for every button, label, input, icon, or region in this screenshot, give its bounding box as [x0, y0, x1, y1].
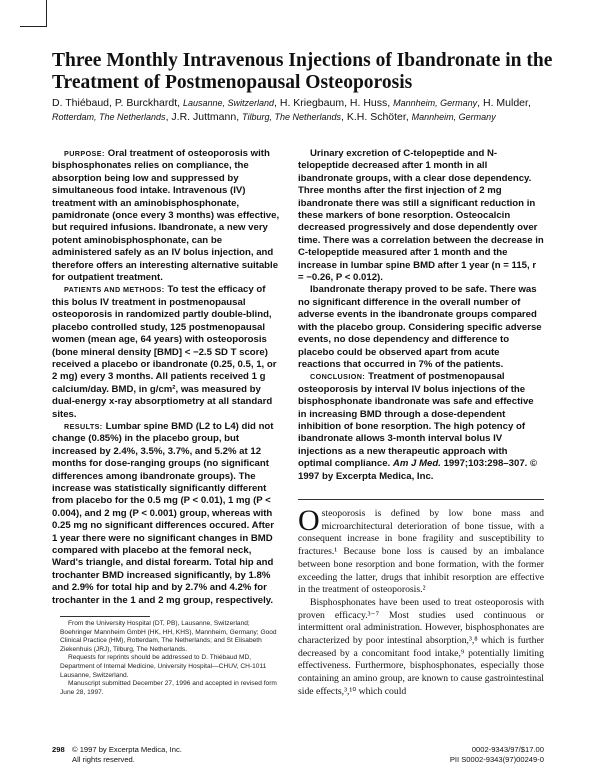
conclusion-label: CONCLUSION:	[310, 372, 366, 382]
body-paragraph: Bisphosphonates have been used to treat osteoporosis with proven efficacy.³⁻⁷ Most studies used continuous or intermittent oral administration. However, bisphosphonates are characterized by poor intestinal absorption,³,⁸ which is further decreased by a concomitant food intake,⁹ potentially limiting effectiveness. Furthermore, bisphosphonates, especially those containing an amino group, are known to cause gastrointestinal side effects,³,¹⁰ which could	[298, 596, 544, 697]
purpose-text: Oral treatment of osteoporosis with bisphosphonates relies on compliance, the absorption being low and suppressed by simultaneous food intake. Intravenous (IV) treatment with an aminobisphosphonate, pamidronate (once every 3 months) was effective, but required infusions. Ibandronate, a new very potent aminobisphosphonate, can be administered safely as an IV bolus injection, and therefore offers an interesting alternative suitable for outpatient treatment.	[52, 148, 280, 284]
article-title: Three Monthly Intravenous Injections of Ibandronate in the Treatment of Postmenopausal Osteoporosis	[52, 50, 553, 93]
body-paragraph-text: steoporosis is defined by low bone mass and microarchitectural deterioration of bone tissue, with a consequent increase in bone fragility and susceptibility to fractures.¹ Because bone loss is caused by an imbalance between bone resorption and bone formation, with the former exceeding the latter, drugs that inhibit resorption are effective in the treatment of osteoporosis.²	[298, 508, 544, 596]
author-affiliation: Mannheim, Germany	[411, 112, 496, 122]
citation-journal: Am J Med.	[392, 458, 441, 470]
footer-right	[400, 745, 544, 764]
conclusion-text: Treatment of postmenopausal osteoporosis by interval IV bolus injections of the bisphosphonate ibandronate was safe and effective in increasing BMD through a dose-dependent inhibition of bone resorption. The high potency of ibandronate allows 3-month interval bolus IV injections as a new therapeutic approach with optimal compliance.	[298, 371, 534, 470]
author-name: H. Huss	[349, 97, 388, 109]
drop-cap: O	[298, 504, 320, 537]
body-paragraph	[298, 504, 544, 597]
methods-text: To test the efficacy of this bolus IV treatment in postmenopausal osteoporosis in randomized partly double-blind, placebo controlled study, 125 postmenopausal women (mean age, 64 years) with osteoporosis (bone mineral density [BMD] < −2.5 SD T score) received a placebo or ibandronate (0.25, 0.5, 1, or 2 mg) every 3 months. All patients received 1 g calcium/day. BMD, in g/cm², was measured by dual-energy x-ray absorptiometry at all standard sites.	[52, 284, 277, 420]
methods-label: PATIENTS AND METHODS:	[64, 285, 165, 295]
results-text: Lumbar spine BMD (L2 to L4) did not change (0.85%) in the placebo group, but increased by 2.4%, 3.5%, 3.7%, and 5.2% at 12 months for dose-ranging groups (no significant differences among ibandronate groups). The increase was statistically significantly different from placebo for the 0.5 mg (P < 0.01), 1 mg (P < 0.004), and 2 mg (P < 0.001) group, whereas with 0.25 mg no significant differences occured. After 1 year there were no significant changes in BMD compared with placebo at the femoral neck, Ward's triangle, and distal forearm. Total hip and trochanter BMD increased significantly, by 1.8% and 2.9% for total hip and by 2.7% and 4.2% for trochanter in the 1 and 2 mg group, respectively.	[52, 420, 274, 606]
abstract-results	[52, 421, 280, 607]
author-name: K.H. Schöter	[346, 111, 406, 123]
crop-mark	[20, 0, 47, 27]
purpose-label: PURPOSE:	[64, 149, 105, 158]
author-name: P. Burckhardt	[114, 97, 178, 109]
citation-details: 1997;103:298–307. © 1997 by Excerpta Medica, Inc.	[298, 458, 538, 482]
author-name: J.R. Juttmann	[171, 111, 237, 123]
author-affiliation: Rotterdam, The Netherlands	[52, 112, 166, 122]
abstract-divider	[298, 499, 544, 500]
results-label: RESULTS:	[64, 421, 103, 431]
footer-rights: All rights reserved.	[72, 754, 135, 764]
footer-pii: PII S0002-9343(97)00249-0	[449, 754, 544, 764]
results-continued: Urinary excretion of C-telopeptide and N-telopeptide decreased after 1 month in all ibandronate groups, with a clear dose dependency. Three months after the first injection of 2 mg ibandronate there was still a significant reduction in these markers of bone resorption. Osteocalcin decreased progressively and dose dependently over time. There was a correlation between the decrease in C-telopeptide measured after 1 month and the increase in lumbar spine BMD after 1 year (n = 115, r = −0.26, P < 0.012).	[298, 148, 544, 284]
abstract-methods	[52, 284, 280, 420]
abstract-left-column	[52, 148, 280, 607]
author-affiliation: Mannheim, Germany	[393, 98, 478, 108]
abstract-right-column	[298, 148, 544, 483]
footnote-reprints: Requests for reprints should be addressed to D. Thiébaud MD, Department of Internal Medicine, University Hospital—CHUV, CH-1011 Lausanne, Switzerland.	[60, 654, 267, 679]
author-name: D. Thiébaud	[52, 97, 110, 109]
footnotes	[60, 620, 278, 697]
author-affiliation: Tilburg, The Netherlands	[242, 112, 342, 122]
footnote-manuscript-dates: Manuscript submitted December 27, 1996 and accepted in revised form June 28, 1997.	[60, 680, 277, 696]
author-list: D. Thiébaud, P. Burckhardt, Lausanne, Switzerland, H. Kriegbaum, H. Huss, Mannheim, Germany, H. Mulder, Rotterdam, The Netherlands, J.R. Juttmann, Tilburg, The Netherlands, K.H. Schöter, Mannheim, Germany	[52, 97, 531, 123]
results-safety: Ibandronate therapy proved to be safe. There was no significant difference in the overall number of adverse events in the ibandronate groups compared with the placebo group. Considering specific adverse events, no dose dependency and difference to placebo could be observed apart from acute reactions that occurred in 7% of the patients.	[298, 284, 542, 370]
footer-copyright: © 1997 by Excerpta Medica, Inc.	[72, 745, 182, 754]
footer-issn: 0002-9343/97/$17.00	[471, 745, 544, 754]
abstract-purpose	[52, 148, 280, 284]
author-name: H. Kriegbaum	[279, 97, 345, 109]
body-text	[298, 504, 544, 699]
page-number: 298	[52, 745, 65, 754]
author-name: H. Mulder	[483, 97, 528, 109]
author-affiliation: Lausanne, Switzerland	[182, 98, 275, 108]
footer-left	[52, 745, 182, 764]
abstract-conclusion	[298, 371, 544, 483]
footnote-affiliations: From the University Hospital (DT, PB), Lausanne, Switzerland; Boehringer Mannheim GmbH (HK, HH, KHS), Mannheim, Germany; Good Clinical Practice (HM), Rotterdam, The Netherlands; and St Elisabeth Ziekenhuis (JRJ), Tilburg, The Netherlands.	[60, 620, 277, 653]
footnote-divider	[60, 616, 150, 617]
